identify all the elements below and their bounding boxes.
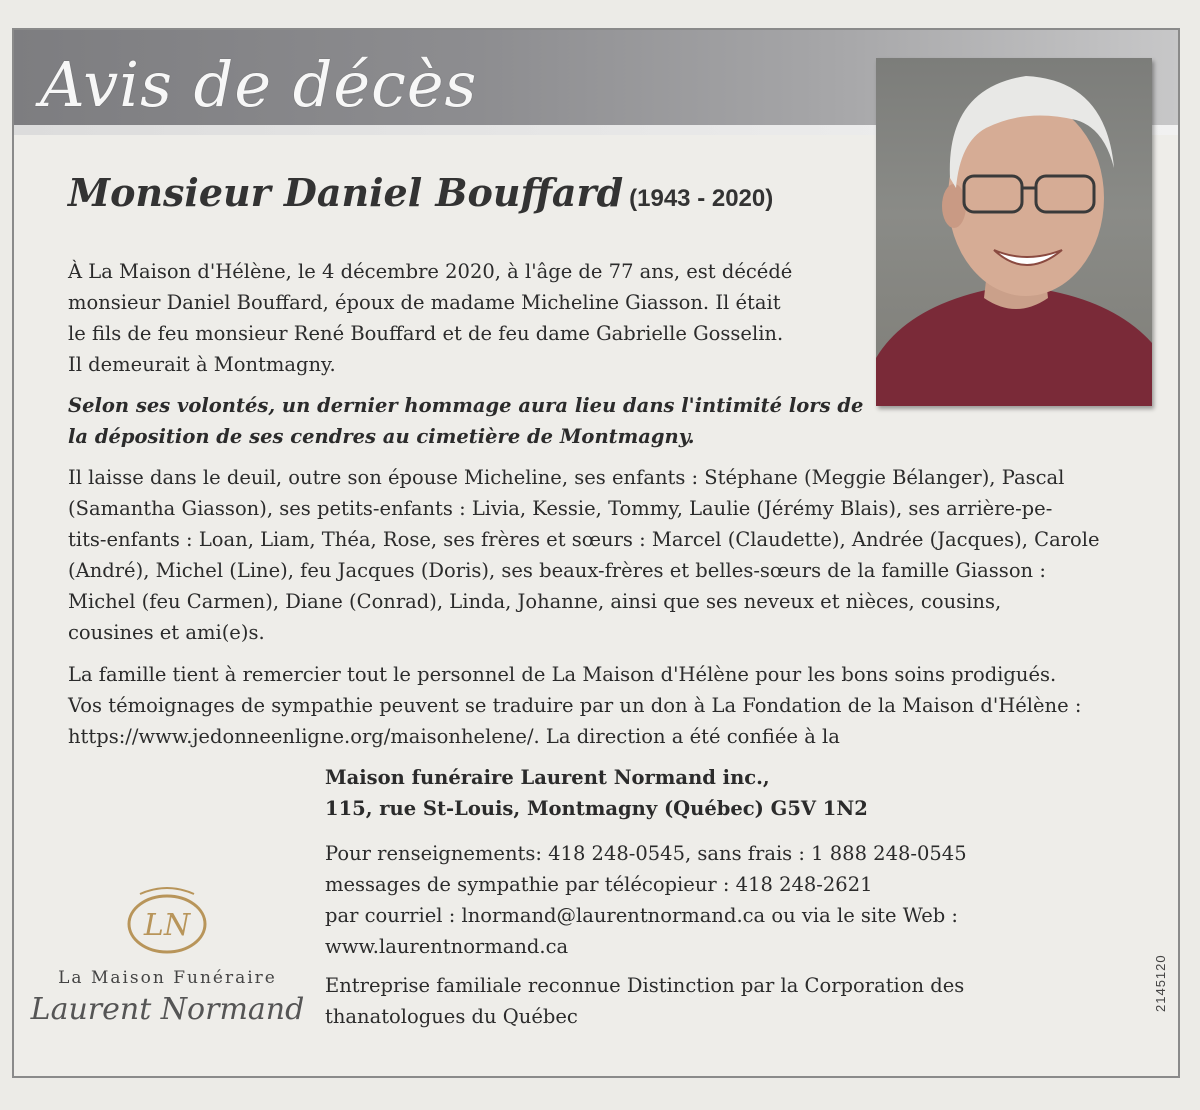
funeral-home-address — [325, 762, 1105, 824]
paragraph-family — [68, 462, 1148, 648]
monogram-text: LN — [143, 908, 191, 943]
notice-title: Avis de décès — [40, 48, 478, 121]
text-line: (Samantha Giasson), ses petits-enfants : Livia, Kessie, Tommy, Laulie (Jérémy Blais), ses arrière-pe- — [68, 497, 1053, 520]
text-line: messages de sympathie par télécopieur : 418 248-2621 — [325, 873, 873, 896]
text-line: Vos témoignages de sympathie peuvent se traduire par un don à La Fondation de la Maison d'Hélène : — [68, 694, 1082, 717]
text-line: thanatologues du Québec — [325, 1005, 578, 1028]
deceased-years: (1943 - 2020) — [629, 185, 774, 212]
text-line: la déposition de ses cendres au cimetière de Montmagny. — [68, 425, 695, 448]
monogram-icon — [120, 880, 215, 960]
paragraph-thanks — [68, 659, 1148, 752]
deceased-heading — [68, 170, 773, 215]
text-line: À La Maison d'Hélène, le 4 décembre 2020, à l'âge de 77 ans, est décédé — [68, 260, 793, 283]
text-line: cousines et ami(e)s. — [68, 621, 265, 644]
text-line: Il demeurait à Montmagny. — [68, 353, 336, 376]
text-line: Il laisse dans le deuil, outre son épouse Micheline, ses enfants : Stéphane (Meggie Bélanger), Pascal — [68, 466, 1065, 489]
ear-shape — [942, 184, 966, 228]
text-line: tits-enfants : Loan, Liam, Théa, Rose, ses frères et sœurs : Marcel (Claudette), Andrée (Jacques), Carole — [68, 528, 1100, 551]
text-line: Entreprise familiale reconnue Distinction par la Corporation des — [325, 974, 965, 997]
text-line: https://www.jedonneenligne.org/maisonhelene/. La direction a été confiée à la — [68, 725, 840, 748]
text-line: Maison funéraire Laurent Normand inc., — [325, 766, 770, 789]
logo-line-2: Laurent Normand — [30, 992, 305, 1027]
text-line: (André), Michel (Line), feu Jacques (Doris), ses beaux-frères et belles-sœurs de la famille Giasson : — [68, 559, 1046, 582]
funeral-home-contact — [325, 838, 1105, 962]
text-line: Pour renseignements: 418 248-0545, sans frais : 1 888 248-0545 — [325, 842, 967, 865]
paragraph-death-details — [68, 256, 858, 380]
text-line: par courriel : lnormand@laurentnormand.ca ou via le site Web : — [325, 904, 958, 927]
text-line: Selon ses volontés, un dernier hommage aura lieu dans l'intimité lors de — [68, 394, 864, 417]
funeral-home-distinction — [325, 970, 1105, 1032]
text-line: La famille tient à remercier tout le personnel de La Maison d'Hélène pour les bons soins prodigués. — [68, 663, 1057, 686]
text-line: www.laurentnormand.ca — [325, 935, 569, 958]
reference-number: 2145120 — [1153, 954, 1168, 1012]
portrait-illustration — [876, 58, 1152, 406]
text-line: le fils de feu monsieur René Bouffard et de feu dame Gabrielle Gosselin. — [68, 322, 784, 345]
deceased-name: Monsieur Daniel Bouffard — [68, 170, 624, 215]
paragraph-tribute — [68, 390, 864, 452]
funeral-home-logo — [30, 880, 305, 1050]
text-line: 115, rue St-Louis, Montmagny (Québec) G5V 1N2 — [325, 797, 868, 820]
text-line: Michel (feu Carmen), Diane (Conrad), Linda, Johanne, ainsi que ses neveux et nièces, cousins, — [68, 590, 1002, 613]
portrait-photo — [876, 58, 1152, 406]
logo-line-1: La Maison Funéraire — [58, 968, 277, 988]
text-line: monsieur Daniel Bouffard, époux de madame Micheline Giasson. Il était — [68, 291, 781, 314]
